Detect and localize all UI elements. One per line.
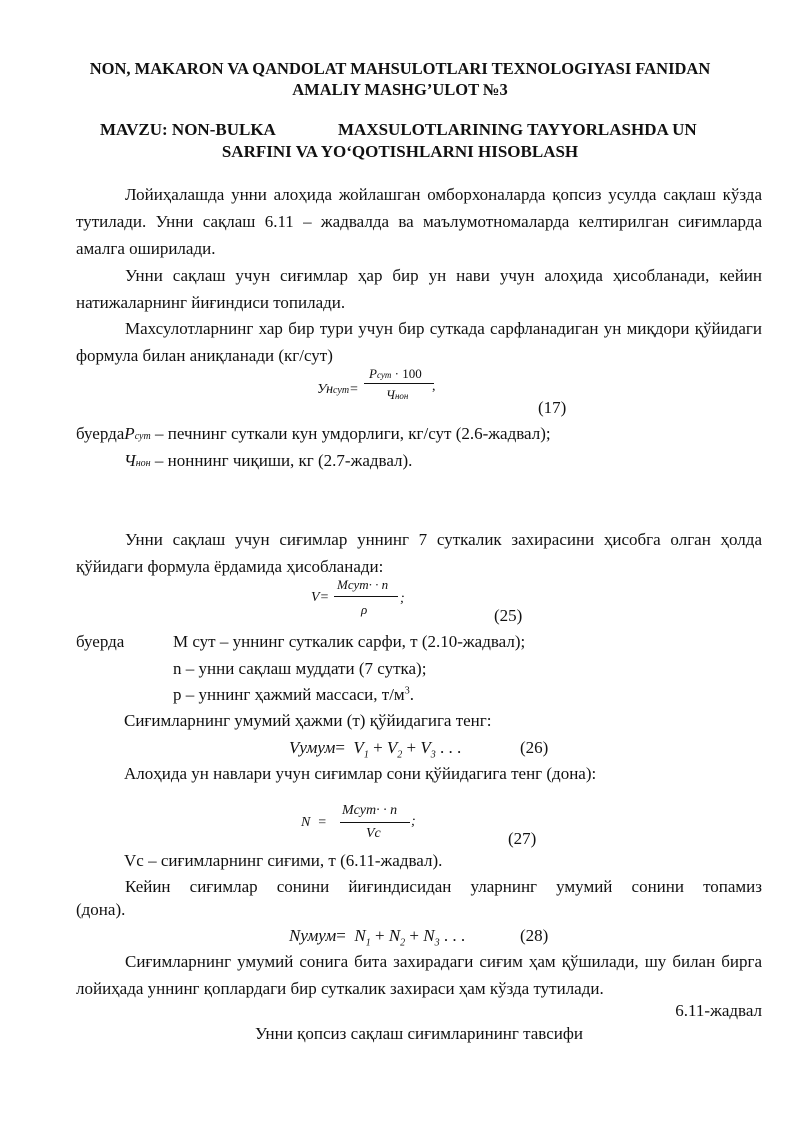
formula-17-number: (17) [538, 398, 567, 417]
formula-28-number: (28) [520, 926, 549, 945]
paragraph-5-tail: (дона). [76, 900, 126, 919]
formula-27-denominator: Vc [366, 826, 381, 841]
formula-27-fraction-bar [340, 822, 410, 823]
definition-p-sut: буердаРсут – печнинг суткали кун умдорлиги, кг/сут (2.6-жадвал); [76, 424, 551, 443]
definition-rho: р – уннинг ҳажмий массаси, $т/м^3$. [173, 685, 414, 704]
table-reference: 6.11-жадвал [675, 1001, 762, 1020]
paragraph-3: Махсулотларнинг хар бир тури учун бир суткада сарфланадиган ун миқдори қўйидаги формула билан аниқланади (кг/сут) [76, 319, 762, 365]
formula-17-fraction-bar [364, 383, 434, 384]
paragraph-5: Кейин сиғимлар сонини йиғиндисидан уларнинг умумий сонини топамиз [125, 877, 762, 896]
formula-25-number: (25) [494, 606, 523, 625]
definition-n: n – унни сақлаш муддати (7 сутка); [173, 659, 427, 678]
formula-25-denominator: ρ [361, 602, 368, 617]
definition-m-sut: М сут – уннинг суткалик сарфи, т (2.10-жадвал); [173, 632, 526, 651]
formula-25-fraction-bar [334, 596, 398, 597]
topic-line-1a: MAVZU: NON-BULKA [100, 120, 276, 139]
paragraph-6: Сиғимларнинг умумий сонига бита захирадаги сиғим ҳам қўшилади, шу билан бирга лойиҳада уннинг қоплардаги бир суткалик захираси ҳам кўзда тутилади. [76, 952, 762, 998]
formula-27-semicolon: ; [411, 814, 416, 829]
topic-line-2: SARFINI VA YO‘QOTISHLARNI HISOBLASH [221, 142, 579, 161]
formula-17: Унсут= [317, 382, 359, 397]
formula-25-numerator: Mсут· · n [337, 577, 389, 592]
definition-vc: Vc – сиғимларнинг сиғими, т (6.11-жадвал). [124, 851, 443, 870]
definition-ch-non: Чнон – ноннинг чиқиши, кг (2.7-жадвал). [124, 451, 413, 470]
paragraph-4: Унни сақлаш учун сиғимлар уннинг 7 суткалик захирасини ҳисобга олган ҳолда қўйидаги формула ёрдамида ҳисобланади: [76, 530, 762, 576]
formula-27-intro: Алоҳида ун навлари учун сиғимлар сони қўйидагига тенг (дона): [124, 764, 597, 783]
formula-27-lhs: N = [301, 815, 327, 830]
formula-26-intro: Сиғимларнинг умумий ҳажми (т) қўйидагига тенг: [124, 711, 492, 730]
formula-26-number: (26) [520, 738, 549, 757]
formula-17-denominator: Чнон [386, 387, 409, 402]
formula-25-lhs: V= [311, 590, 330, 605]
paragraph-2: Унни сақлаш учун сиғимлар ҳар бир ун нави учун алоҳида ҳисобланади, кейин натижаларнинг йиғиндиси топилади. [76, 266, 762, 312]
formula-17-numerator: Рсут · 100 [369, 366, 422, 381]
table-title: Унни қопсиз сақлаш сиғимларининг тавсифи [255, 1024, 583, 1043]
header-line-1: NON, MAKARON VA QANDOLAT MAHSULOTLARI TEXNOLOGIYASI FANIDAN [89, 59, 711, 78]
formula-25-semicolon: ; [400, 591, 405, 606]
formula-27-number: (27) [508, 829, 537, 848]
topic-line-1b: MAXSULOTLARINING TAYYORLASHDA UN [338, 120, 697, 139]
definitions-25-prefix: буерда [76, 632, 125, 651]
formula-28: Nумум= $N_1 + N_2 + N_3$ . . . [289, 926, 466, 949]
paragraph-1: Лойиҳалашда унни алоҳида жойлашган омборхоналарда қопсиз усулда сақлаш кўзда тутилади. Унни сақлаш 6.11 – жадвалда ва маълумотномаларда келтирилган сиғимларда амалга оширилади. [76, 185, 762, 258]
formula-26: Vумум= $V_1 + V_2 + V_3$ . . . [289, 738, 462, 761]
header-line-2: AMALIY MASHG’ULOT №3 [292, 80, 508, 99]
formula-17-comma: , [432, 379, 436, 394]
formula-27-numerator: Mсут· · n [342, 803, 398, 818]
